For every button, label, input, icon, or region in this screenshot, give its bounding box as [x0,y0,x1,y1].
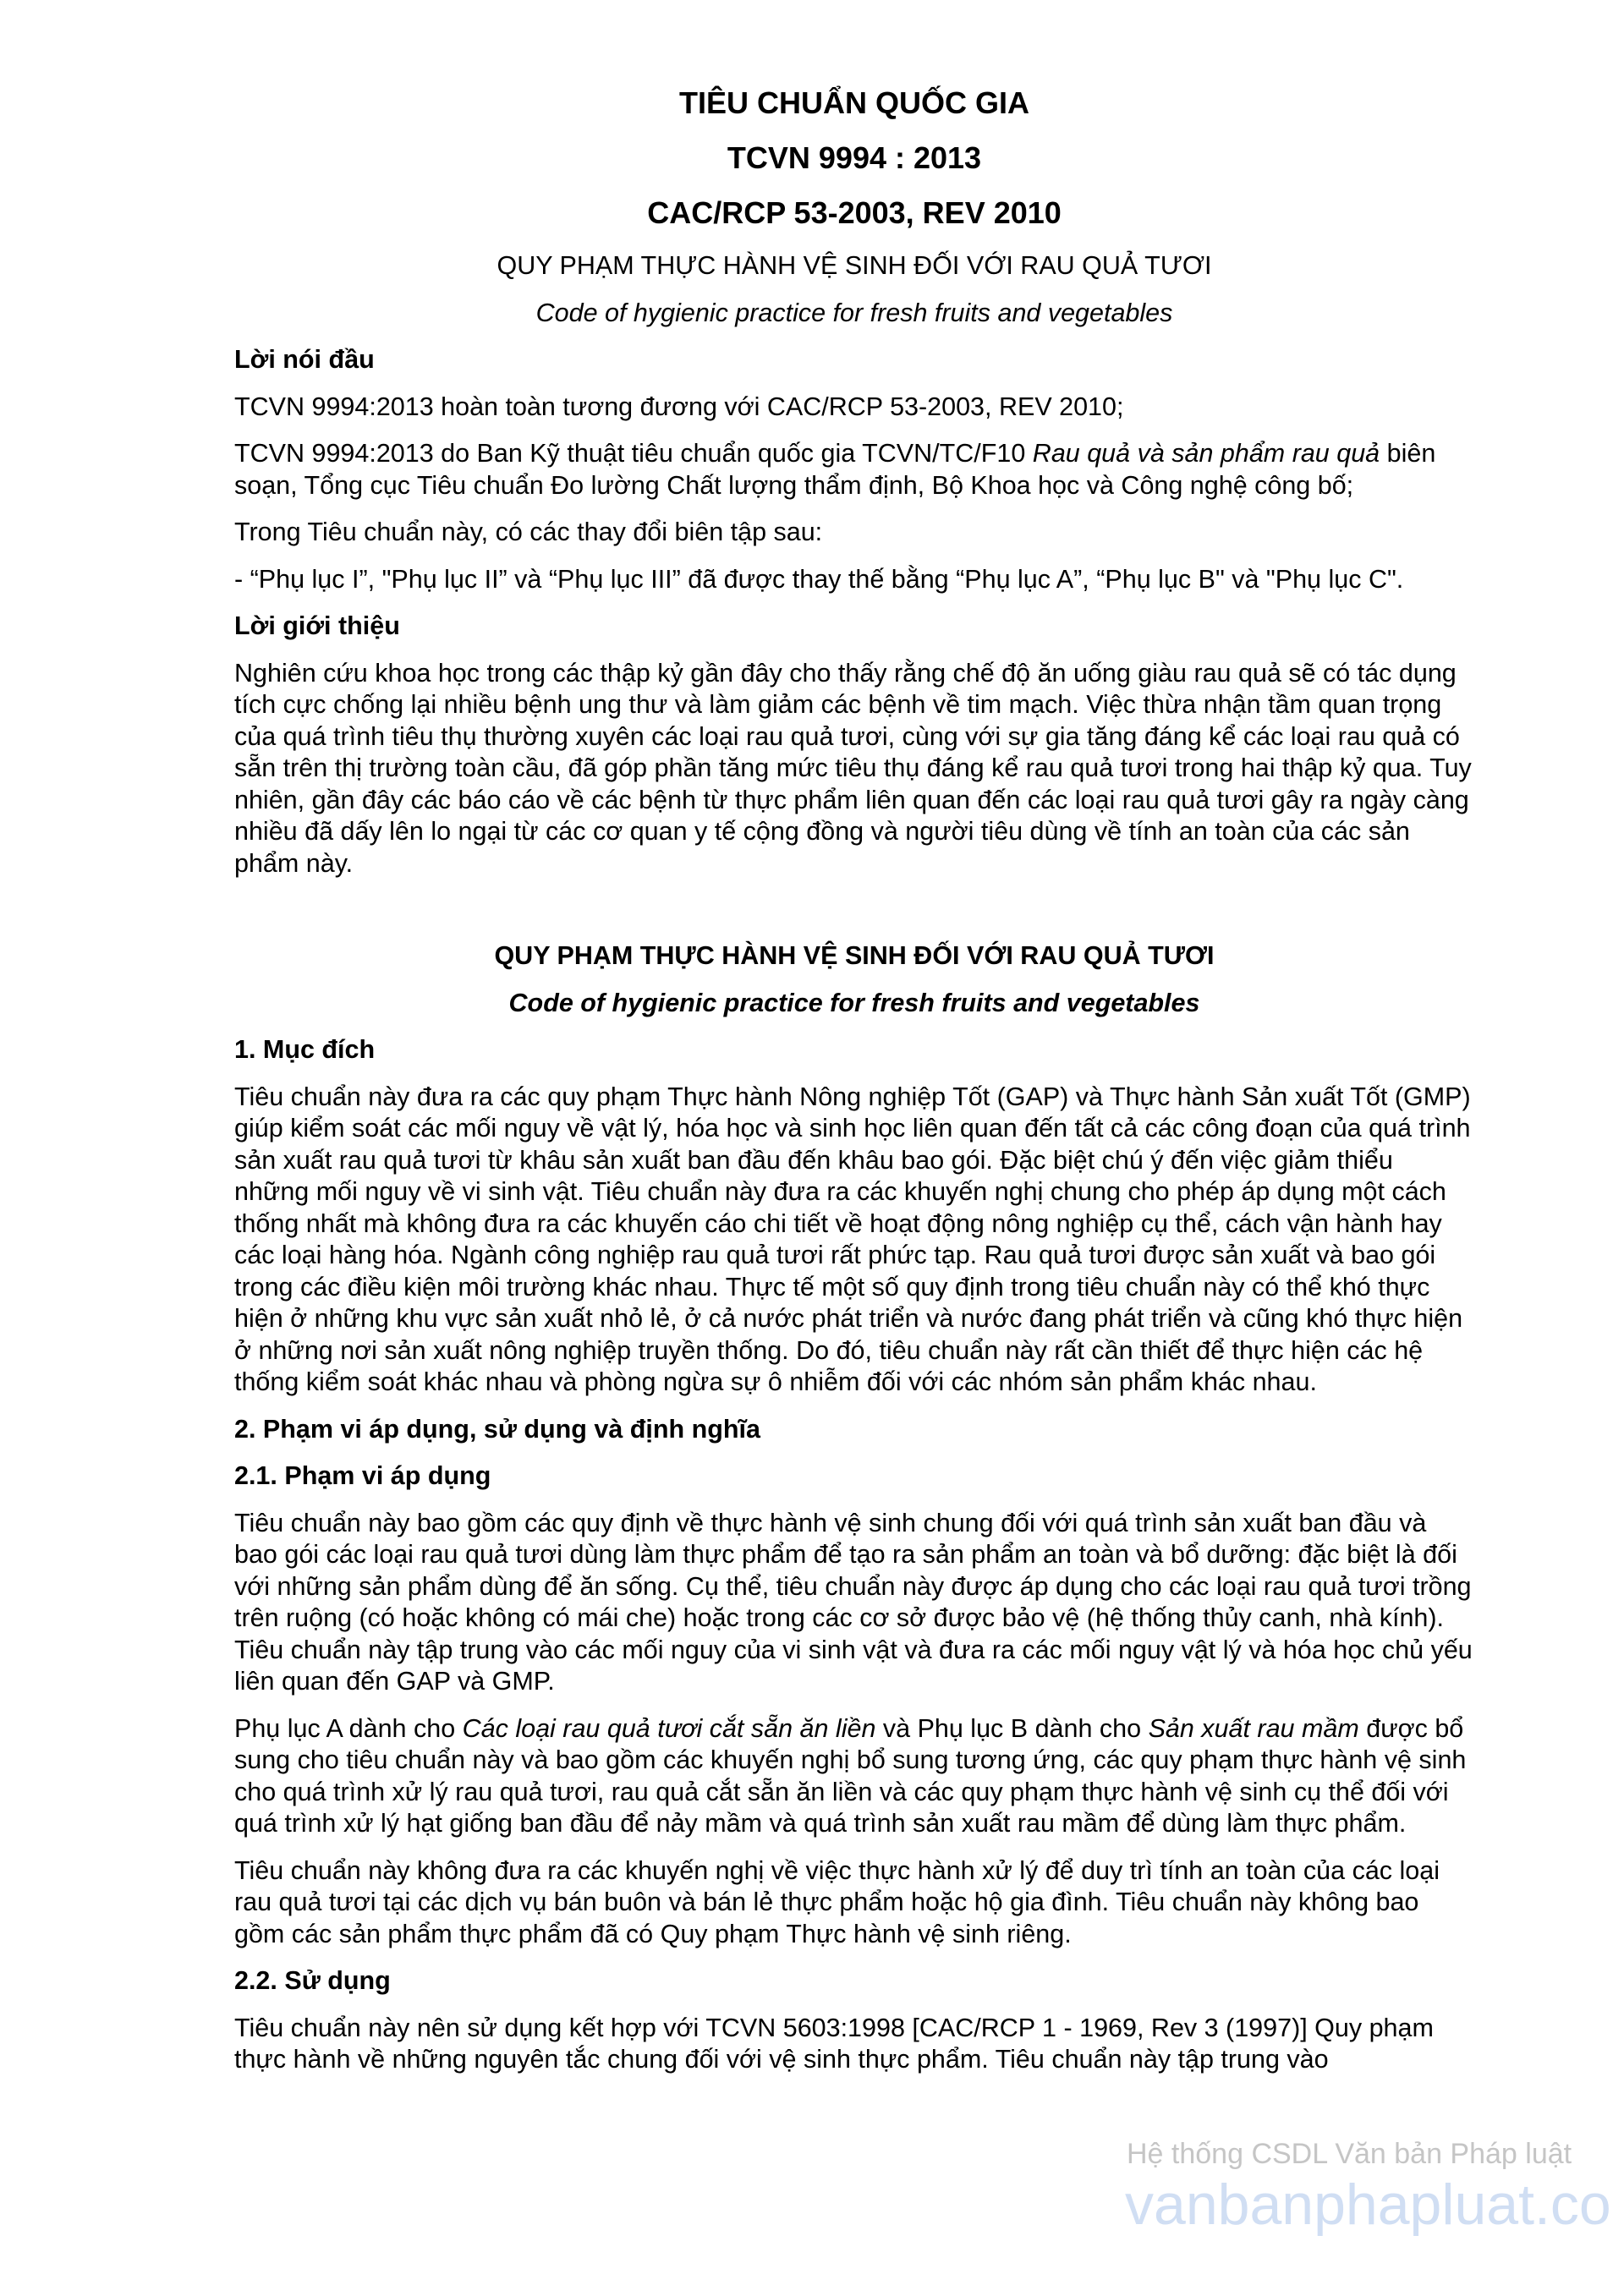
section-2-heading: 2. Phạm vi áp dụng, sử dụng và định nghĩa [234,1414,760,1444]
text-run: Phụ lục A dành cho [234,1713,463,1743]
introduction-paragraph: Nghiên cứu khoa học trong các thập kỷ gần đây cho thấy rằng chế độ ăn uống giàu rau quả sẽ có tác dụng tích cực chống lại nhiều bệnh ung thư và làm giảm các bệnh về tim mạch. Việc thừa nhận tầm quan trọng của quá trình tiêu thụ thường xuyên các loại rau quả tươi, cùng với sự gia tăng đáng kể các loại rau quả có sẵn trên thị trường toàn cầu, đã góp phần tăng mức tiêu thụ đáng kể rau quả tươi trong hai thập kỷ qua. Tuy nhiên, gần đây các báo cáo về các bệnh từ thực phẩm liên quan đến các loại rau quả tươi gây ra ngày càng nhiều đã dấy lên lo ngại từ các cơ quan y tế cộng đồng và người tiêu dùng về tính an toàn của các sản phẩm này. [234,658,1472,878]
document-subtitle: QUY PHẠM THỰC HÀNH VỆ SINH ĐỐI VỚI RAU QUẢ TƯƠI [497,251,1212,280]
codex-reference: CAC/RCP 53-2003, REV 2010 [647,195,1062,230]
section-2-1-paragraph: Tiêu chuẩn này không đưa ra các khuyến nghị về việc thực hành xử lý để duy trì tính an toàn của các loại rau quả tươi tại các dịch vụ bán buôn và bán lẻ thực phẩm hoặc hộ gia đình. Tiêu chuẩn này không bao gồm các sản phẩm thực phẩm đã có Quy phạm Thực hành vệ sinh riêng. [234,1855,1440,1948]
document-title: TIÊU CHUẨN QUỐC GIA [679,85,1029,120]
text-run: TCVN 9994:2013 do Ban Kỹ thuật tiêu chuẩn quốc gia TCVN/TC/F10 [234,439,1033,468]
standard-number: TCVN 9994 : 2013 [727,140,982,175]
section-1-heading: 1. Mục đích [234,1035,376,1064]
foreword-heading: Lời nói đầu [234,345,375,374]
body-heading: QUY PHẠM THỰC HÀNH VỆ SINH ĐỐI VỚI RAU QUẢ TƯƠI [494,941,1215,970]
text-run: được bổ sung cho tiêu chuẩn này và bao gồm các khuyến nghị bổ sung tương ứng, các quy phạm thực hành vệ sinh cho quá trình xử lý rau quả tươi, rau quả cắt sẵn ăn liền và các quy phạm thực hành vệ sinh cụ thể đối với quá trình xử lý hạt giống ban đầu để nảy mầm và quá trình sản xuất rau mầm để dùng làm thực phẩm. [234,1713,1467,1838]
foreword-paragraph: - “Phụ lục I”, "Phụ lục II” và “Phụ lục III” đã được thay thế bằng “Phụ lục A”, “Phụ lục B" và "Phụ lục C". [234,564,1404,594]
italic-text-run: Rau quả và sản phẩm rau quả [1032,439,1380,468]
italic-text-run: Các loại rau quả tươi cắt sẵn ăn liền [462,1713,876,1743]
text-run: và Phụ lục B dành cho [875,1713,1149,1743]
section-2-1-paragraph: Tiêu chuẩn này bao gồm các quy định về thực hành vệ sinh chung đối với quá trình sản xuất ban đầu và bao gói các loại rau quả tươi dùng làm thực phẩm để tạo ra sản phẩm an toàn và bổ dưỡng: đặc biệt là đối với những sản phẩm dùng để ăn sống. Cụ thể, tiêu chuẩn này được áp dụng cho các loại rau quả tươi trồng trên ruộng (có hoặc không có mái che) hoặc trong các cơ sở được bảo vệ (hệ thống thủy canh, nhà kính). Tiêu chuẩn này tập trung vào các mối nguy của vi sinh vật và đưa ra các mối nguy vật lý và hóa học chủ yếu liên quan đến GAP và GMP. [234,1508,1473,1696]
body-heading-english: Code of hygienic practice for fresh fruits and vegetables [508,988,1200,1017]
section-2-1-paragraph [234,1713,1474,1840]
italic-text-run: Sản xuất rau mầm [1148,1713,1359,1743]
section-2-1-heading: 2.1. Phạm vi áp dụng [234,1461,491,1490]
watermark-site: vanbanphapluat.co [1125,2173,1611,2237]
foreword-paragraph: Trong Tiêu chuẩn này, có các thay đổi biên tập sau: [234,518,823,546]
section-2-2-heading: 2.2. Sử dụng [234,1966,391,1995]
text-run: biên soạn, Tổng cục Tiêu chuẩn Đo lường Chất lượng thẩm định, Bộ Khoa học và Công nghệ công bố; [234,439,1436,500]
document-page [234,85,1474,2091]
section-1-paragraph: Tiêu chuẩn này đưa ra các quy phạm Thực hành Nông nghiệp Tốt (GAP) và Thực hành Sản xuất Tốt (GMP) giúp kiểm soát các mối nguy về vật lý, hóa học và sinh học liên quan đến tất cả các công đoạn của quá trình sản xuất rau quả tươi từ khâu sản xuất ban đầu đến khâu bao gói. Đặc biệt chú ý đến việc giảm thiểu những mối nguy về vi sinh vật. Tiêu chuẩn này đưa ra các khuyến nghị chung cho phép áp dụng một cách thống nhất mà không đưa ra các khuyến cáo chi tiết về hoạt động nông nghiệp cụ thể, cách vận hành hay các loại hàng hóa. Ngành công nghiệp rau quả tươi rất phức tạp. Rau quả tươi được sản xuất và bao gói trong các điều kiện môi trường khác nhau. Thực tế một số quy định trong tiêu chuẩn này có thể khó thực hiện ở những khu vực sản xuất nhỏ lẻ, ở cả nước phát triển và nước đang phát triển và cũng khó thực hiện ở những nơi sản xuất nông nghiệp truyền thống. Do đó, tiêu chuẩn này rất cần thiết để thực hiện các hệ thống kiểm soát khác nhau và phòng ngừa sự ô nhiễm đối với các nhóm sản phẩm khác nhau. [234,1082,1471,1396]
foreword-paragraph: TCVN 9994:2013 hoàn toàn tương đương với CAC/RCP 53-2003, REV 2010; [234,392,1124,421]
introduction-heading: Lời giới thiệu [234,611,400,640]
foreword-paragraph [234,438,1474,501]
watermark-caption: Hệ thống CSDL Văn bản Pháp luật [1127,2138,1572,2170]
document-subtitle-english: Code of hygienic practice for fresh fruits and vegetables [535,299,1173,327]
section-spacer [234,895,1474,940]
section-2-2-paragraph: Tiêu chuẩn này nên sử dụng kết hợp với TCVN 5603:1998 [CAC/RCP 1 - 1969, Rev 3 (1997)] Quy phạm thực hành về những nguyên tắc chung đối với vệ sinh thực phẩm. Tiêu chuẩn này tập trung vào [234,2013,1434,2074]
